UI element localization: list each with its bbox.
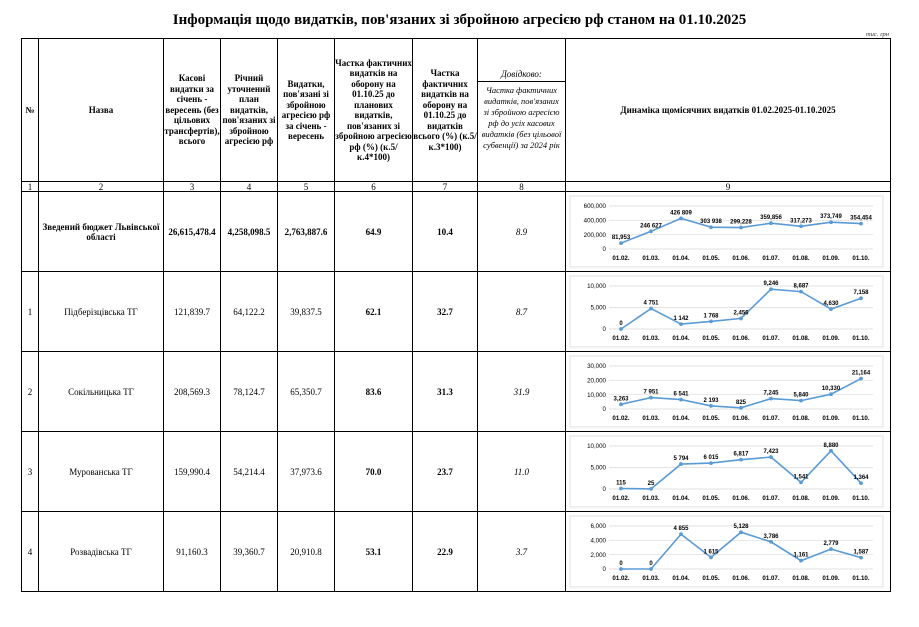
cell-share-of-plan: 62.1 [335, 272, 413, 352]
data-point [649, 567, 653, 571]
data-label: 359,856 [760, 215, 782, 222]
data-label: 3,786 [763, 533, 779, 540]
cell-reference: 11.0 [478, 432, 566, 512]
x-tick-label: 01.02. [612, 335, 630, 342]
data-point [829, 220, 833, 224]
data-point [799, 290, 803, 294]
data-label: 0 [649, 561, 653, 567]
y-tick-label: 5,000 [590, 304, 606, 312]
data-label: 6,817 [733, 451, 749, 458]
data-point [739, 530, 743, 534]
cell-total-expenditure: 159,990.4 [164, 432, 221, 512]
monthly-dynamics-chart [566, 192, 887, 271]
x-tick-label: 01.07. [762, 415, 780, 422]
cell-annual-plan: 4,258,098.5 [221, 192, 278, 272]
cell-share-of-total: 31.3 [413, 352, 478, 432]
cell-share-of-plan: 83.6 [335, 352, 413, 432]
table-row [22, 272, 891, 352]
column-index: 2 [39, 182, 164, 192]
x-tick-label: 01.08. [792, 495, 810, 502]
data-point [709, 319, 713, 323]
data-point [739, 317, 743, 321]
column-index: 9 [566, 182, 891, 192]
y-tick-label: 10,000 [587, 283, 606, 291]
data-label: 1,161 [793, 552, 809, 559]
data-label: 8,687 [793, 283, 809, 290]
cell-reference: 3.7 [478, 512, 566, 592]
row-number: 2 [22, 352, 39, 432]
x-tick-label: 01.09. [822, 575, 840, 582]
monthly-dynamics-chart [566, 272, 887, 351]
row-number [22, 192, 39, 272]
monthly-dynamics-chart [566, 512, 887, 591]
data-point [739, 226, 743, 230]
y-tick-label: 4,000 [590, 537, 606, 545]
data-label: 1,541 [793, 474, 809, 481]
cell-annual-plan: 78,124.7 [221, 352, 278, 432]
x-tick-label: 01.06. [732, 255, 750, 262]
data-point [769, 221, 773, 225]
cell-share-of-total: 10.4 [413, 192, 478, 272]
x-tick-label: 01.04. [672, 575, 690, 582]
data-point [619, 327, 623, 331]
monthly-dynamics-chart [566, 352, 887, 431]
data-label: 8,880 [823, 442, 839, 449]
y-tick-label: 6,000 [590, 523, 606, 531]
header-row [22, 39, 891, 182]
monthly-dynamics-chart [566, 432, 887, 511]
cell-share-of-total: 23.7 [413, 432, 478, 512]
column-index: 6 [335, 182, 413, 192]
data-label: 373,749 [820, 214, 842, 221]
header-share-of-plan: Частка фактичних видатків на оборону на 01.10.25 до планових видатків, пов'язаних зі збройною агресією рф (%) (к.5/к.4*100) [335, 39, 413, 182]
data-point [709, 404, 713, 408]
units-note: тис. грн [865, 31, 889, 38]
x-tick-label: 01.06. [732, 415, 750, 422]
cell-aggression-expenditure: 37,973.6 [278, 432, 335, 512]
data-label: 303 938 [700, 219, 722, 226]
cell-reference: 8.7 [478, 272, 566, 352]
data-label: 9,246 [763, 281, 779, 288]
x-tick-label: 01.10. [852, 335, 870, 342]
data-label: 25 [647, 480, 655, 487]
y-tick-label: 30,000 [587, 363, 606, 371]
row-name: Підберізцівська ТГ [39, 272, 164, 352]
data-label: 299,228 [730, 219, 752, 226]
x-tick-label: 01.06. [732, 495, 750, 502]
x-tick-label: 01.04. [672, 495, 690, 502]
data-point [769, 540, 773, 544]
data-point [649, 307, 653, 311]
data-label: 3,263 [613, 396, 629, 403]
data-point [829, 307, 833, 311]
data-label: 0 [619, 321, 623, 327]
cell-annual-plan: 64,122.2 [221, 272, 278, 352]
header-total-expenditure: Касові видатки за січень - вересень (без цільових трансфертів), всього [164, 39, 221, 182]
data-label: 5,128 [733, 524, 749, 531]
data-label: 81,953 [611, 235, 631, 242]
data-point [829, 547, 833, 551]
data-point [619, 487, 623, 491]
cell-share-of-plan: 53.1 [335, 512, 413, 592]
table-row [22, 352, 891, 432]
data-label: 2,456 [733, 310, 749, 317]
data-label: 1 142 [673, 316, 689, 323]
cell-annual-plan: 39,360.7 [221, 512, 278, 592]
column-index: 7 [413, 182, 478, 192]
header-aggression-expenditure: Видатки, пов'язані зі збройною агресією рф за січень - вересень [278, 39, 335, 182]
row-name: Зведений бюджет Львівської області [39, 192, 164, 272]
x-tick-label: 01.03. [642, 415, 660, 422]
cell-aggression-expenditure: 39,837.5 [278, 272, 335, 352]
data-label: 6 015 [703, 455, 719, 462]
header-annual-plan: Річний уточнений план видатків, пов'язаних зі збройною агресією рф [221, 39, 278, 182]
data-point [649, 487, 653, 491]
header-share-of-total: Частка фактичних видатків на оборону на 01.10.25 до видатків всього (%) (к.5/к.3*100) [413, 39, 478, 182]
cell-total-expenditure: 121,839.7 [164, 272, 221, 352]
data-label: 825 [735, 399, 747, 406]
table-row [22, 432, 891, 512]
data-label: 354,454 [850, 215, 872, 222]
x-tick-label: 01.08. [792, 255, 810, 262]
y-tick-label: 200,000 [583, 231, 606, 239]
data-point [679, 462, 683, 466]
x-tick-label: 01.04. [672, 415, 690, 422]
y-tick-label: 0 [602, 486, 606, 494]
data-point [859, 481, 863, 485]
header-dynamics: Динаміка щомісячних видатків 01.02.2025-01.10.2025 [566, 39, 891, 182]
y-tick-label: 10,000 [587, 391, 606, 399]
x-tick-label: 01.09. [822, 495, 840, 502]
x-tick-label: 01.10. [852, 255, 870, 262]
row-name: Розвадівська ТГ [39, 512, 164, 592]
data-point [799, 224, 803, 228]
data-label: 4 751 [643, 300, 659, 307]
data-point [799, 559, 803, 563]
row-number: 3 [22, 432, 39, 512]
data-label: 0 [619, 561, 623, 567]
chart-cell [566, 352, 891, 432]
data-point [769, 397, 773, 401]
y-tick-label: 5,000 [590, 464, 606, 472]
column-index: 5 [278, 182, 335, 192]
x-tick-label: 01.04. [672, 255, 690, 262]
data-point [769, 455, 773, 459]
x-tick-label: 01.02. [612, 255, 630, 262]
y-tick-label: 0 [602, 566, 606, 574]
data-label: 5 794 [673, 456, 689, 463]
x-tick-label: 01.10. [852, 495, 870, 502]
chart-cell [566, 272, 891, 352]
data-label: 4 855 [673, 526, 689, 533]
data-label: 21,164 [851, 370, 871, 377]
y-tick-label: 600,000 [583, 203, 606, 211]
column-index: 8 [478, 182, 566, 192]
x-tick-label: 01.10. [852, 575, 870, 582]
data-label: 1,587 [853, 549, 869, 556]
x-tick-label: 01.06. [732, 335, 750, 342]
cell-aggression-expenditure: 2,763,887.6 [278, 192, 335, 272]
cell-share-of-total: 22.9 [413, 512, 478, 592]
data-point [739, 406, 743, 410]
x-tick-label: 01.05. [702, 255, 720, 262]
row-number: 1 [22, 272, 39, 352]
x-tick-label: 01.05. [702, 415, 720, 422]
data-point [859, 296, 863, 300]
data-label: 7 951 [643, 389, 659, 396]
x-tick-label: 01.08. [792, 575, 810, 582]
x-tick-label: 01.07. [762, 335, 780, 342]
y-tick-label: 400,000 [583, 217, 606, 225]
chart-cell [566, 192, 891, 272]
column-index-row [22, 182, 891, 192]
data-point [859, 377, 863, 381]
x-tick-label: 01.09. [822, 335, 840, 342]
data-label: 10,330 [821, 386, 841, 393]
y-tick-label: 20,000 [587, 377, 606, 385]
x-tick-label: 01.02. [612, 495, 630, 502]
data-point [649, 229, 653, 233]
x-tick-label: 01.03. [642, 335, 660, 342]
chart-cell [566, 432, 891, 512]
x-tick-label: 01.08. [792, 415, 810, 422]
header-reference-text: Частка фактичних видатків, пов'язаних зі збройною агресією рф до усіх касових видатків (без цільової субвенції) за 2024 рік [481, 84, 562, 150]
y-tick-label: 10,000 [587, 443, 606, 451]
data-label: 1 768 [703, 313, 719, 320]
data-label: 2,779 [823, 541, 839, 548]
cell-share-of-plan: 64.9 [335, 192, 413, 272]
x-tick-label: 01.07. [762, 255, 780, 262]
x-tick-label: 01.03. [642, 495, 660, 502]
data-point [709, 225, 713, 229]
table-row [22, 192, 891, 272]
header-reference [478, 39, 566, 182]
data-label: 5,840 [793, 392, 809, 399]
data-point [679, 217, 683, 221]
row-name: Мурованська ТГ [39, 432, 164, 512]
x-tick-label: 01.10. [852, 415, 870, 422]
data-label: 115 [616, 480, 626, 487]
cell-total-expenditure: 26,615,478.4 [164, 192, 221, 272]
data-point [679, 532, 683, 536]
data-point [649, 396, 653, 400]
data-label: 6 541 [673, 391, 689, 398]
x-tick-label: 01.03. [642, 575, 660, 582]
header-reference-title: Довідково: [478, 69, 565, 82]
data-point [769, 287, 773, 291]
table-row [22, 512, 891, 592]
data-point [739, 458, 743, 462]
y-tick-label: 0 [602, 326, 606, 334]
x-tick-label: 01.07. [762, 575, 780, 582]
data-point [859, 556, 863, 560]
data-label: 1,364 [853, 475, 869, 482]
column-index: 1 [22, 182, 39, 192]
data-point [619, 567, 623, 571]
data-label: 7,245 [763, 390, 779, 397]
data-label: 317,273 [790, 218, 812, 225]
data-point [619, 402, 623, 406]
y-tick-label: 2,000 [590, 551, 606, 559]
x-tick-label: 01.07. [762, 495, 780, 502]
data-point [709, 556, 713, 560]
column-index: 4 [221, 182, 278, 192]
y-tick-label: 0 [602, 406, 606, 414]
x-tick-label: 01.06. [732, 575, 750, 582]
column-index: 3 [164, 182, 221, 192]
page-title: Інформація щодо видатків, пов'язаних зі збройною агресією рф станом на 01.10.2025 [172, 12, 747, 28]
cell-reference: 31.9 [478, 352, 566, 432]
data-point [829, 392, 833, 396]
x-tick-label: 01.03. [642, 255, 660, 262]
x-tick-label: 01.05. [702, 575, 720, 582]
x-tick-label: 01.08. [792, 335, 810, 342]
x-tick-label: 01.04. [672, 335, 690, 342]
cell-aggression-expenditure: 20,910.8 [278, 512, 335, 592]
data-point [709, 461, 713, 465]
cell-total-expenditure: 208,569.3 [164, 352, 221, 432]
data-point [619, 241, 623, 245]
cell-reference: 8.9 [478, 192, 566, 272]
data-label: 1 615 [703, 549, 719, 556]
expenditure-table [21, 38, 891, 592]
header-num: № [22, 39, 39, 182]
data-label: 2 193 [703, 397, 719, 404]
data-label: 4,630 [823, 301, 839, 308]
cell-aggression-expenditure: 65,350.7 [278, 352, 335, 432]
data-label: 7,423 [763, 449, 779, 456]
x-tick-label: 01.09. [822, 255, 840, 262]
data-label: 7,158 [853, 290, 869, 297]
data-point [679, 398, 683, 402]
row-name: Сокільницька ТГ [39, 352, 164, 432]
data-label: 426 809 [670, 210, 692, 217]
data-point [859, 222, 863, 226]
x-tick-label: 01.02. [612, 575, 630, 582]
x-tick-label: 01.05. [702, 335, 720, 342]
row-number: 4 [22, 512, 39, 592]
data-point [829, 449, 833, 453]
data-point [799, 480, 803, 484]
data-point [679, 322, 683, 326]
x-tick-label: 01.09. [822, 415, 840, 422]
data-label: 246 627 [640, 223, 662, 230]
cell-share-of-plan: 70.0 [335, 432, 413, 512]
x-tick-label: 01.05. [702, 495, 720, 502]
y-tick-label: 0 [602, 246, 606, 254]
cell-share-of-total: 32.7 [413, 272, 478, 352]
header-name: Назва [39, 39, 164, 182]
x-tick-label: 01.02. [612, 415, 630, 422]
cell-annual-plan: 54,214.4 [221, 432, 278, 512]
data-point [799, 399, 803, 403]
cell-total-expenditure: 91,160.3 [164, 512, 221, 592]
chart-cell [566, 512, 891, 592]
